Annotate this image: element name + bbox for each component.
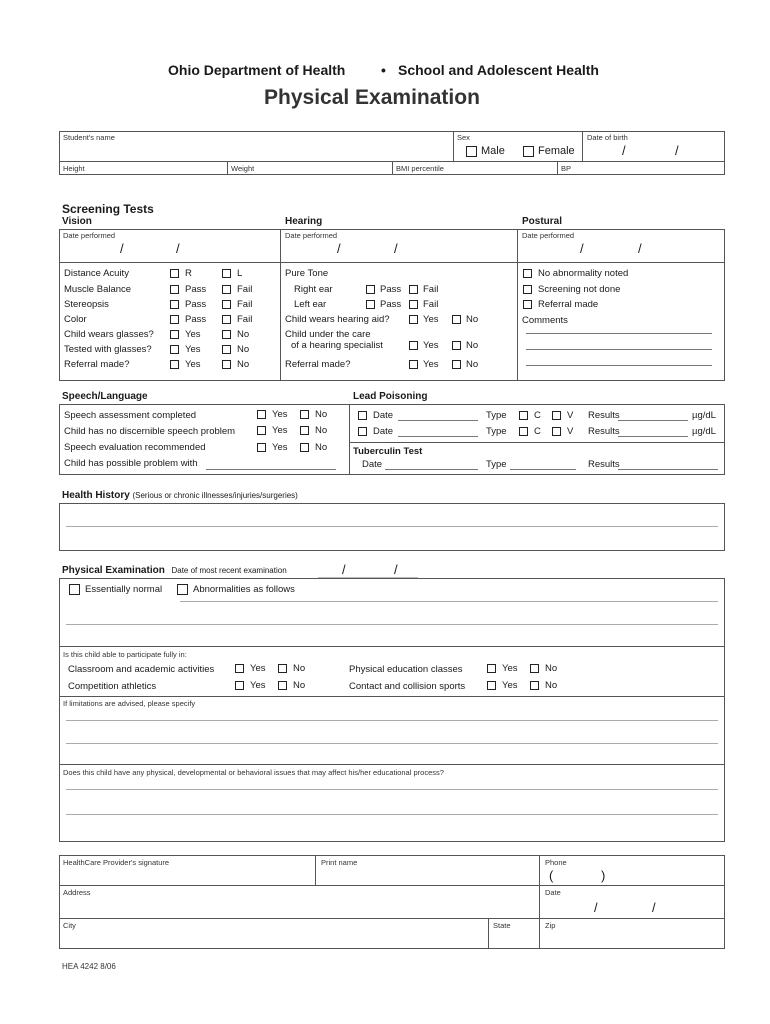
color-label: Color xyxy=(64,314,87,325)
exam-date-slash: / xyxy=(342,562,346,577)
possible-problem-field[interactable] xyxy=(206,469,336,470)
print-name-field[interactable] xyxy=(316,868,538,884)
stereopsis-fail-checkbox[interactable] xyxy=(222,300,231,309)
left-ear-fail-checkbox[interactable] xyxy=(409,300,418,309)
no-label: No xyxy=(293,680,306,691)
yes-label: Yes xyxy=(272,442,288,453)
no-label: No xyxy=(237,359,250,370)
v-label: V xyxy=(567,410,574,421)
yes-label: Yes xyxy=(185,329,201,340)
l-label: L xyxy=(237,268,243,279)
lead-type-label: Type xyxy=(486,426,507,437)
fail-label: Fail xyxy=(237,284,253,295)
classroom-yes-checkbox[interactable] xyxy=(235,664,244,673)
no-label: No xyxy=(466,359,479,370)
distance-acuity-label: Distance Acuity xyxy=(64,268,129,279)
header-bullet: • xyxy=(381,62,386,78)
right-ear-fail-checkbox[interactable] xyxy=(409,285,418,294)
zip-label: Zip xyxy=(545,921,556,930)
date-slash: / xyxy=(580,241,584,256)
left-ear-label: Left ear xyxy=(294,299,327,310)
date-slash: / xyxy=(120,241,124,256)
height-label: Height xyxy=(63,164,85,173)
l-checkbox[interactable] xyxy=(222,269,231,278)
c-label: C xyxy=(534,426,541,437)
zip-field[interactable] xyxy=(540,931,724,948)
issues-label: Does this child have any physical, developmental or behavioral issues that may affect his/her educational process? xyxy=(63,768,444,777)
lead-title: Lead Poisoning xyxy=(353,391,428,402)
lead-c-checkbox[interactable] xyxy=(519,427,528,436)
yes-label: Yes xyxy=(250,663,266,674)
form-id: HEA 4242 8/06 xyxy=(62,962,116,971)
speech-assessment-no-checkbox[interactable] xyxy=(300,410,309,419)
under-care-no-checkbox[interactable] xyxy=(452,341,461,350)
v-label: V xyxy=(567,426,574,437)
yes-label: Yes xyxy=(185,344,201,355)
tb-title: Tuberculin Test xyxy=(353,446,423,457)
hearing-aid-yes-checkbox[interactable] xyxy=(409,315,418,324)
limitations-label: If limitations are advised, please specify xyxy=(63,699,196,708)
lead-date-field[interactable] xyxy=(398,420,478,421)
c-label: C xyxy=(534,410,541,421)
tb-type-label: Type xyxy=(486,459,507,470)
lead-type-label: Type xyxy=(486,410,507,421)
possible-problem-label: Child has possible problem with xyxy=(64,458,198,469)
lead-results-field[interactable] xyxy=(618,436,688,437)
left-ear-pass-checkbox[interactable] xyxy=(366,300,375,309)
provider-date-label: Date xyxy=(545,888,561,897)
lead-results-field[interactable] xyxy=(618,420,688,421)
muscle-pass-checkbox[interactable] xyxy=(170,285,179,294)
dob-slash: / xyxy=(675,143,679,158)
weight-field[interactable] xyxy=(228,162,391,174)
pass-label: Pass xyxy=(185,284,207,295)
bmi-label: BMI percentile xyxy=(396,164,444,173)
under-care-label-2: of a hearing specialist xyxy=(291,340,383,351)
bmi-field[interactable] xyxy=(393,162,556,174)
hearing-date-label: Date performed xyxy=(285,231,338,240)
header-org: Ohio Department of Health xyxy=(168,62,346,78)
date-slash: / xyxy=(337,241,341,256)
address-field[interactable] xyxy=(60,898,538,917)
under-care-label: Child under the care xyxy=(285,329,371,340)
exam-title: Physical Examination xyxy=(62,565,165,576)
health-history-box[interactable] xyxy=(59,503,725,551)
classroom-label: Classroom and academic activities xyxy=(68,664,215,675)
screening-title: Screening Tests xyxy=(62,202,154,216)
health-history-subtitle: (Serious or chronic illnesses/injuries/surgeries) xyxy=(132,491,298,500)
state-field[interactable] xyxy=(489,931,538,948)
no-label: No xyxy=(293,663,306,674)
female-checkbox[interactable] xyxy=(523,146,534,157)
bp-field[interactable] xyxy=(558,162,724,174)
pe-yes-checkbox[interactable] xyxy=(487,664,496,673)
phone-field[interactable] xyxy=(540,868,724,884)
contact-no-checkbox[interactable] xyxy=(530,681,539,690)
abnormalities-checkbox[interactable] xyxy=(177,584,188,595)
contact-label: Contact and collision sports xyxy=(349,681,466,692)
lead-v-checkbox[interactable] xyxy=(552,427,561,436)
hearing-aid-label: Child wears hearing aid? xyxy=(285,314,390,325)
exam-box xyxy=(59,578,725,842)
speech-title: Speech/Language xyxy=(62,391,148,402)
wears-glasses-label: Child wears glasses? xyxy=(64,329,154,340)
yes-label: Yes xyxy=(502,680,518,691)
abnormalities-label: Abnormalities as follows xyxy=(193,584,295,595)
wears-glasses-yes-checkbox[interactable] xyxy=(170,330,179,339)
student-name-label: Student's name xyxy=(63,133,115,142)
no-abnormality-label: No abnormality noted xyxy=(538,268,629,279)
limitations-line[interactable] xyxy=(66,720,718,721)
no-label: No xyxy=(237,329,250,340)
competition-yes-checkbox[interactable] xyxy=(235,681,244,690)
speech-assessment-label: Speech assessment completed xyxy=(64,410,197,421)
comments-line[interactable] xyxy=(526,365,712,366)
dob-label: Date of birth xyxy=(587,133,628,142)
dob-slash: / xyxy=(622,143,626,158)
tb-results-label: Results xyxy=(588,459,620,470)
tb-type-field[interactable] xyxy=(510,469,576,470)
no-label: No xyxy=(466,314,479,325)
postural-referral-checkbox[interactable] xyxy=(523,300,532,309)
print-name-label: Print name xyxy=(321,858,358,867)
tested-glasses-no-checkbox[interactable] xyxy=(222,345,231,354)
phone-label: Phone xyxy=(545,858,567,867)
lead-results-label: Results xyxy=(588,426,620,437)
no-speech-problem-no-checkbox[interactable] xyxy=(300,426,309,435)
no-label: No xyxy=(315,425,328,436)
city-field[interactable] xyxy=(60,931,487,948)
lead-date-checkbox[interactable] xyxy=(358,411,367,420)
no-abnormality-checkbox[interactable] xyxy=(523,269,532,278)
student-name-field[interactable] xyxy=(60,143,452,160)
right-ear-pass-checkbox[interactable] xyxy=(366,285,375,294)
bp-label: BP xyxy=(561,164,572,173)
tb-date-label: Date xyxy=(362,459,383,470)
signature-label: HealthCare Provider's signature xyxy=(63,858,170,867)
no-label: No xyxy=(315,409,328,420)
tb-date-field[interactable] xyxy=(385,469,478,470)
female-label: Female xyxy=(538,145,575,157)
postural-referral-label: Referral made xyxy=(538,299,599,310)
yes-label: Yes xyxy=(250,680,266,691)
comments-label: Comments xyxy=(522,315,568,326)
no-label: No xyxy=(315,442,328,453)
competition-label: Competition athletics xyxy=(68,681,157,692)
health-history-heading xyxy=(62,490,298,502)
vision-title: Vision xyxy=(62,216,92,227)
lead-v-checkbox[interactable] xyxy=(552,411,561,420)
tb-results-field[interactable] xyxy=(618,469,718,470)
vision-referral-yes-checkbox[interactable] xyxy=(170,360,179,369)
date-slash: / xyxy=(394,241,398,256)
lead-date-checkbox[interactable] xyxy=(358,427,367,436)
hearing-referral-label: Referral made? xyxy=(285,359,351,370)
vision-referral-no-checkbox[interactable] xyxy=(222,360,231,369)
no-label: No xyxy=(545,680,558,691)
color-fail-checkbox[interactable] xyxy=(222,315,231,324)
stereopsis-pass-checkbox[interactable] xyxy=(170,300,179,309)
hearing-referral-no-checkbox[interactable] xyxy=(452,360,461,369)
date-slash: / xyxy=(176,241,180,256)
contact-yes-checkbox[interactable] xyxy=(487,681,496,690)
yes-label: Yes xyxy=(272,409,288,420)
provider-date-slash: / xyxy=(652,900,656,915)
exam-date-slash: / xyxy=(394,562,398,577)
health-history-title: Health History xyxy=(62,490,130,501)
header-division: School and Adolescent Health xyxy=(398,62,599,78)
vision-date-label: Date performed xyxy=(63,231,116,240)
fail-label: Fail xyxy=(237,299,253,310)
fail-label: Fail xyxy=(237,314,253,325)
exam-heading xyxy=(62,565,287,577)
stereopsis-label: Stereopsis xyxy=(64,299,109,310)
screening-not-done-label: Screening not done xyxy=(538,284,621,295)
no-label: No xyxy=(237,344,250,355)
phone-paren-close: ) xyxy=(601,868,606,883)
lead-results-label: Results xyxy=(588,410,620,421)
vision-referral-label: Referral made? xyxy=(64,359,130,370)
state-label: State xyxy=(493,921,511,930)
competition-no-checkbox[interactable] xyxy=(278,681,287,690)
right-ear-label: Right ear xyxy=(294,284,333,295)
no-speech-problem-yes-checkbox[interactable] xyxy=(257,426,266,435)
participate-label: Is this child able to participate fully in: xyxy=(63,650,187,659)
male-checkbox[interactable] xyxy=(466,146,477,157)
pass-label: Pass xyxy=(380,284,402,295)
speech-evaluation-yes-checkbox[interactable] xyxy=(257,443,266,452)
wears-glasses-no-checkbox[interactable] xyxy=(222,330,231,339)
page-title: Physical Examination xyxy=(264,86,480,109)
issues-line[interactable] xyxy=(66,789,718,790)
lead-c-checkbox[interactable] xyxy=(519,411,528,420)
screening-not-done-checkbox[interactable] xyxy=(523,285,532,294)
essentially-normal-checkbox[interactable] xyxy=(69,584,80,595)
date-slash: / xyxy=(638,241,642,256)
speech-assessment-yes-checkbox[interactable] xyxy=(257,410,266,419)
male-label: Male xyxy=(481,145,505,157)
no-label: No xyxy=(545,663,558,674)
classroom-no-checkbox[interactable] xyxy=(278,664,287,673)
color-pass-checkbox[interactable] xyxy=(170,315,179,324)
postural-date-label: Date performed xyxy=(522,231,575,240)
r-checkbox[interactable] xyxy=(170,269,179,278)
hearing-referral-yes-checkbox[interactable] xyxy=(409,360,418,369)
yes-label: Yes xyxy=(502,663,518,674)
hearing-aid-no-checkbox[interactable] xyxy=(452,315,461,324)
no-speech-problem-label: Child has no discernible speech problem xyxy=(64,426,236,437)
pe-no-checkbox[interactable] xyxy=(530,664,539,673)
speech-evaluation-label: Speech evaluation recommended xyxy=(64,442,206,453)
lead-date-label: Date xyxy=(373,426,394,437)
pass-label: Pass xyxy=(380,299,402,310)
postural-title: Postural xyxy=(522,216,563,227)
no-label: No xyxy=(466,340,479,351)
pure-tone-label: Pure Tone xyxy=(285,268,329,279)
fail-label: Fail xyxy=(423,284,439,295)
lead-date-label: Date xyxy=(373,410,394,421)
signature-field[interactable] xyxy=(60,868,314,884)
comments-line[interactable] xyxy=(526,333,712,334)
hearing-title: Hearing xyxy=(285,216,323,227)
under-care-yes-checkbox[interactable] xyxy=(409,341,418,350)
address-label: Address xyxy=(63,888,91,897)
pass-label: Pass xyxy=(185,314,207,325)
pass-label: Pass xyxy=(185,299,207,310)
exam-date-label: Date of most recent examination xyxy=(171,566,287,575)
unit-label: µg/dL xyxy=(692,426,716,437)
provider-date-slash: / xyxy=(594,900,598,915)
lead-date-field[interactable] xyxy=(398,436,478,437)
dob-field[interactable] xyxy=(583,143,724,160)
sex-label: Sex xyxy=(457,133,470,142)
issues-line[interactable] xyxy=(66,814,718,815)
comments-line[interactable] xyxy=(526,349,712,350)
limitations-line[interactable] xyxy=(66,743,718,744)
muscle-balance-label: Muscle Balance xyxy=(64,284,132,295)
unit-label: µg/dL xyxy=(692,410,716,421)
yes-label: Yes xyxy=(423,359,439,370)
yes-label: Yes xyxy=(423,314,439,325)
muscle-fail-checkbox[interactable] xyxy=(222,285,231,294)
yes-label: Yes xyxy=(185,359,201,370)
yes-label: Yes xyxy=(423,340,439,351)
yes-label: Yes xyxy=(272,425,288,436)
tested-glasses-label: Tested with glasses? xyxy=(64,344,152,355)
weight-label: Weight xyxy=(231,164,255,173)
phone-paren-open: ( xyxy=(549,868,554,883)
speech-evaluation-no-checkbox[interactable] xyxy=(300,443,309,452)
city-label: City xyxy=(63,921,76,930)
pe-label: Physical education classes xyxy=(349,664,463,675)
essentially-normal-label: Essentially normal xyxy=(85,584,163,595)
height-field[interactable] xyxy=(60,162,226,174)
r-label: R xyxy=(185,268,192,279)
tested-glasses-yes-checkbox[interactable] xyxy=(170,345,179,354)
fail-label: Fail xyxy=(423,299,439,310)
